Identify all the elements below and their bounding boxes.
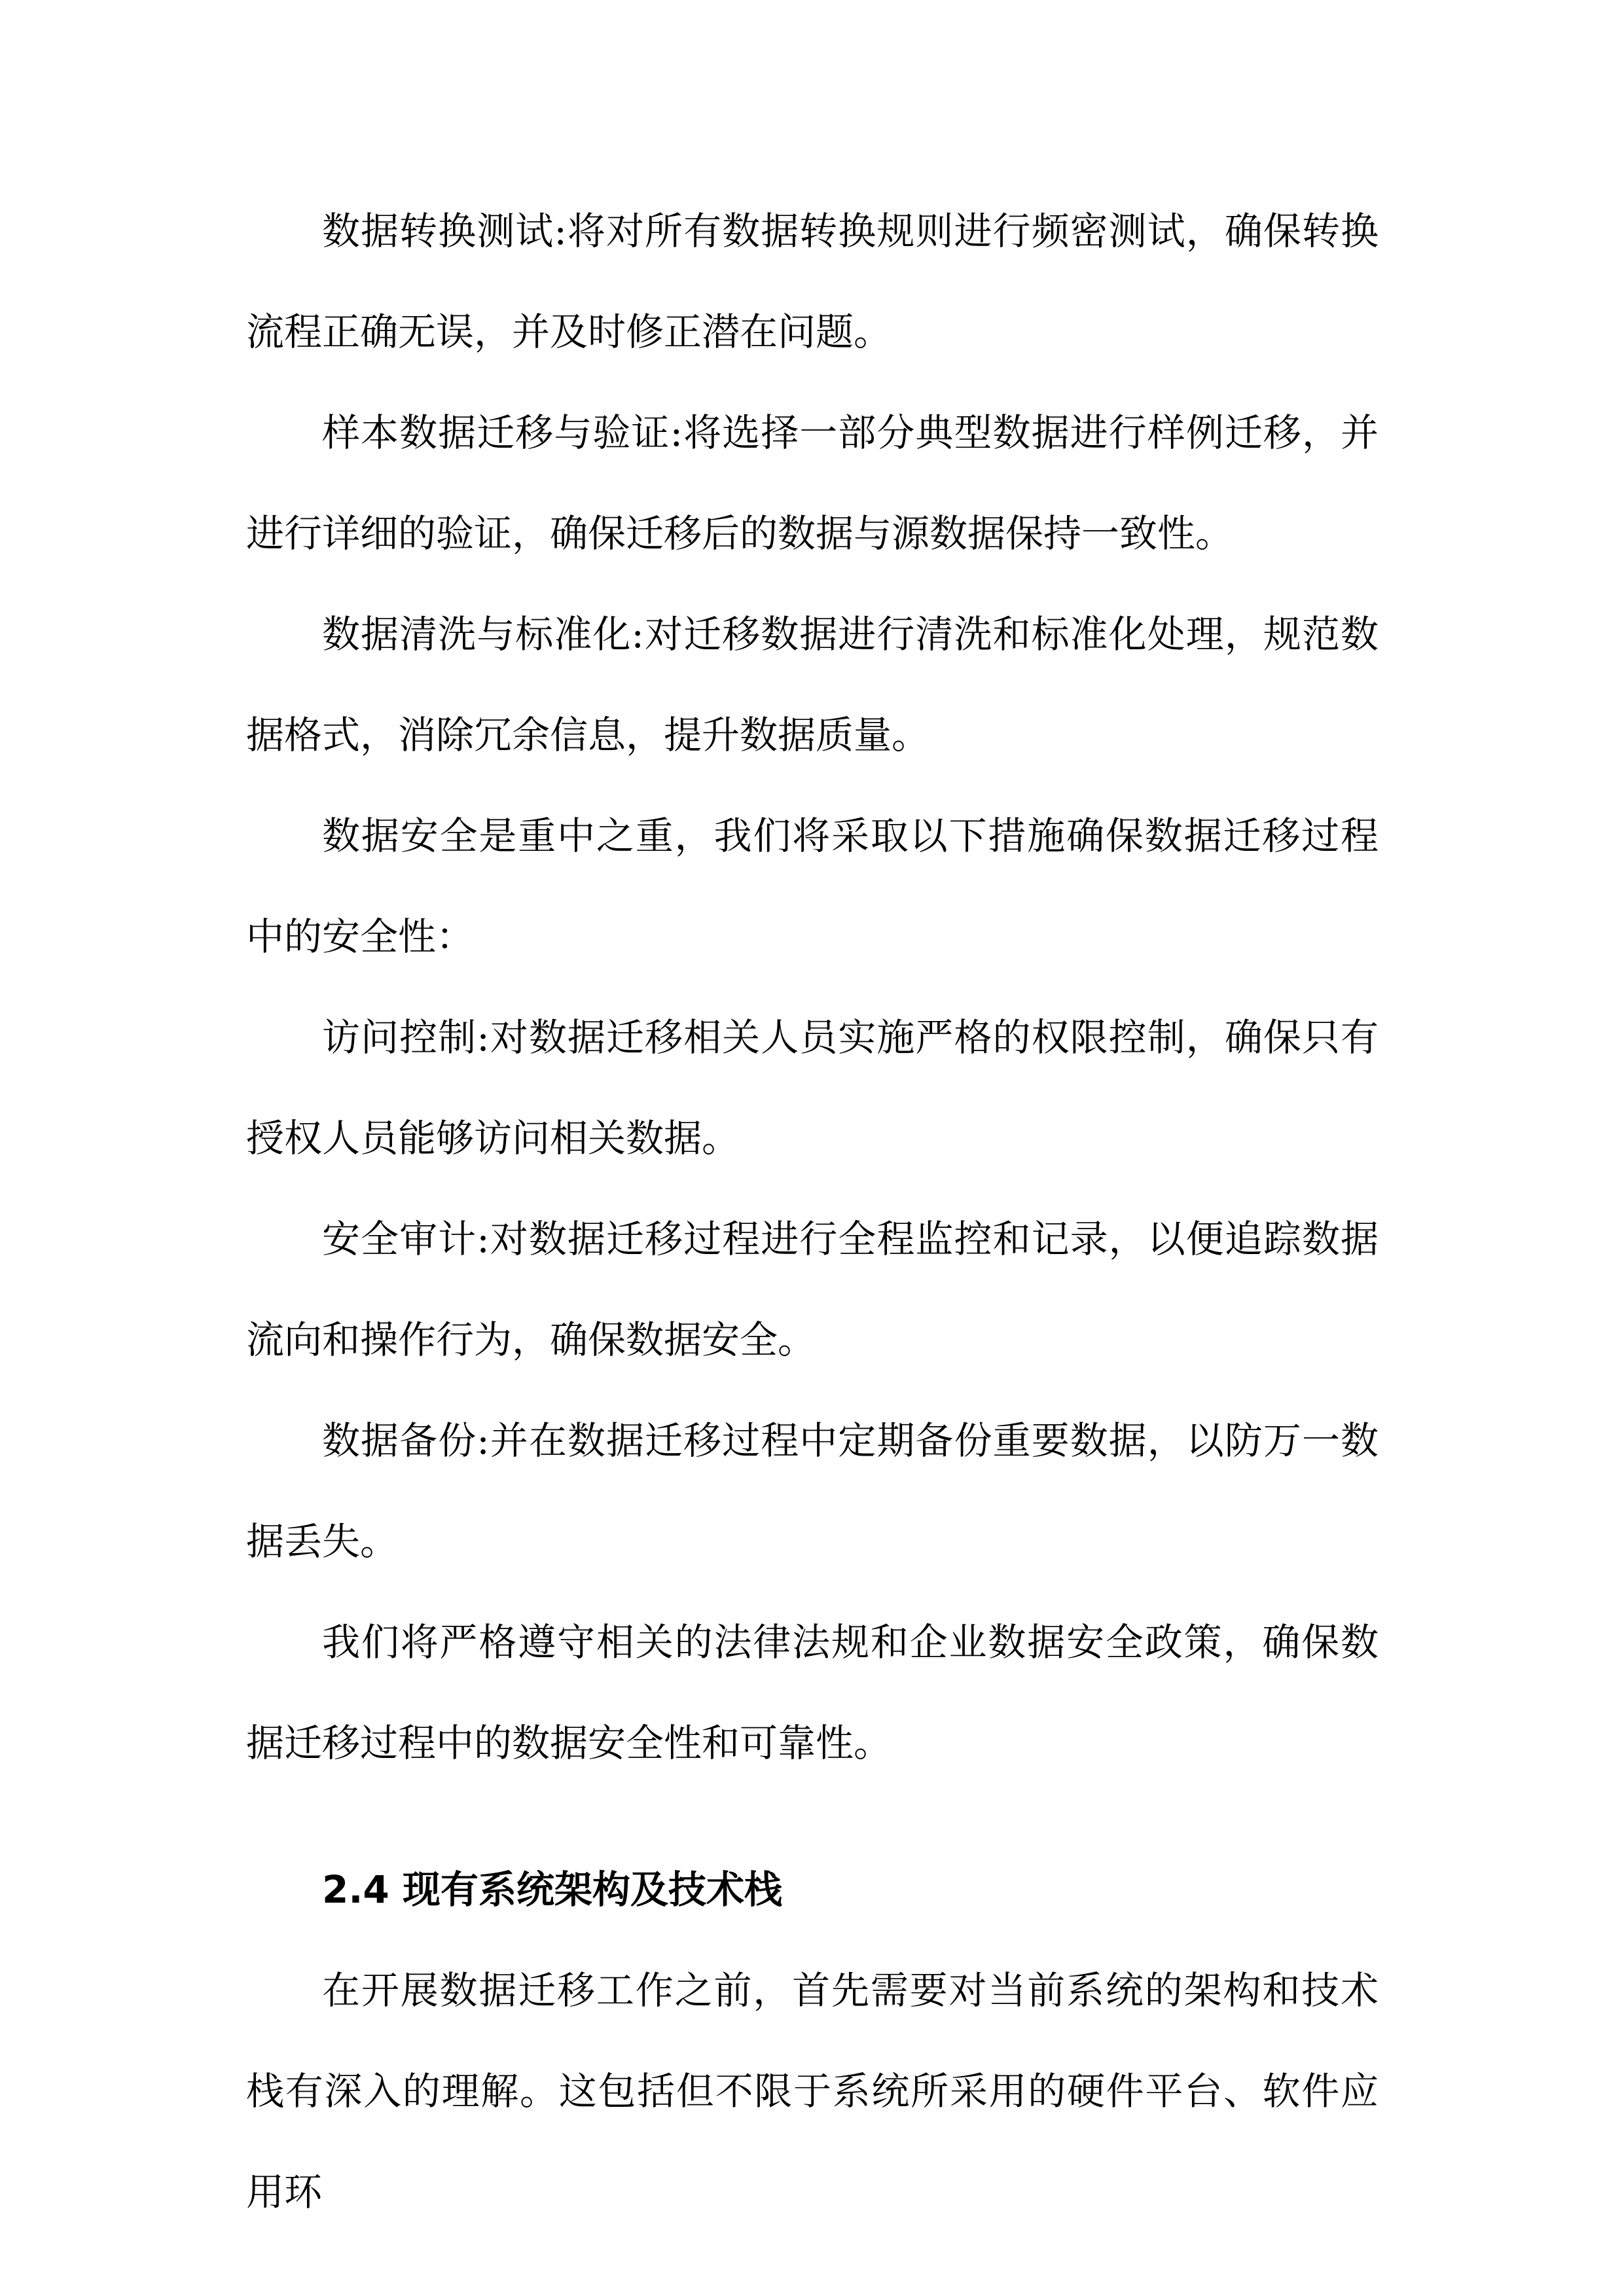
- section-heading: 2.4 现有系统架构及技术栈: [322, 1867, 782, 1912]
- paragraph-data-conversion-test: 数据转换测试:将对所有数据转换规则进行频密测试，确保转换流程正确无误，并及时修正潜在问题。: [246, 209, 1379, 354]
- paragraph-data-security-intro: 数据安全是重中之重，我们将采取以下措施确保数据迁移过程中的安全性：: [246, 814, 1379, 959]
- paragraph-security-audit: 安全审计:对数据迁移过程进行全程监控和记录，以便追踪数据流向和操作行为，确保数据安全。: [246, 1217, 1379, 1362]
- document-body: [246, 181, 1379, 2242]
- paragraph-access-control: 访问控制:对数据迁移相关人员实施严格的权限控制，确保只有授权人员能够访问相关数据。: [246, 1015, 1379, 1160]
- paragraph-sample-migration: 样本数据迁移与验证:将选择一部分典型数据进行样例迁移，并进行详细的验证，确保迁移后的数据与源数据保持一致性。: [246, 410, 1379, 556]
- paragraph-architecture-intro: 在开展数据迁移工作之前，首先需要对当前系统的架构和技术栈有深入的理解。这包括但不限于系统所采用的硬件平台、软件应用环: [246, 1968, 1379, 2214]
- paragraph-data-cleansing: 数据清洗与标准化:对迁移数据进行清洗和标准化处理，规范数据格式，消除冗余信息，提升数据质量。: [246, 612, 1379, 757]
- paragraph-data-backup: 数据备份:并在数据迁移过程中定期备份重要数据，以防万一数据丢失。: [246, 1418, 1379, 1564]
- paragraph-compliance: 我们将严格遵守相关的法律法规和企业数据安全政策，确保数据迁移过程中的数据安全性和可靠性。: [246, 1620, 1379, 1765]
